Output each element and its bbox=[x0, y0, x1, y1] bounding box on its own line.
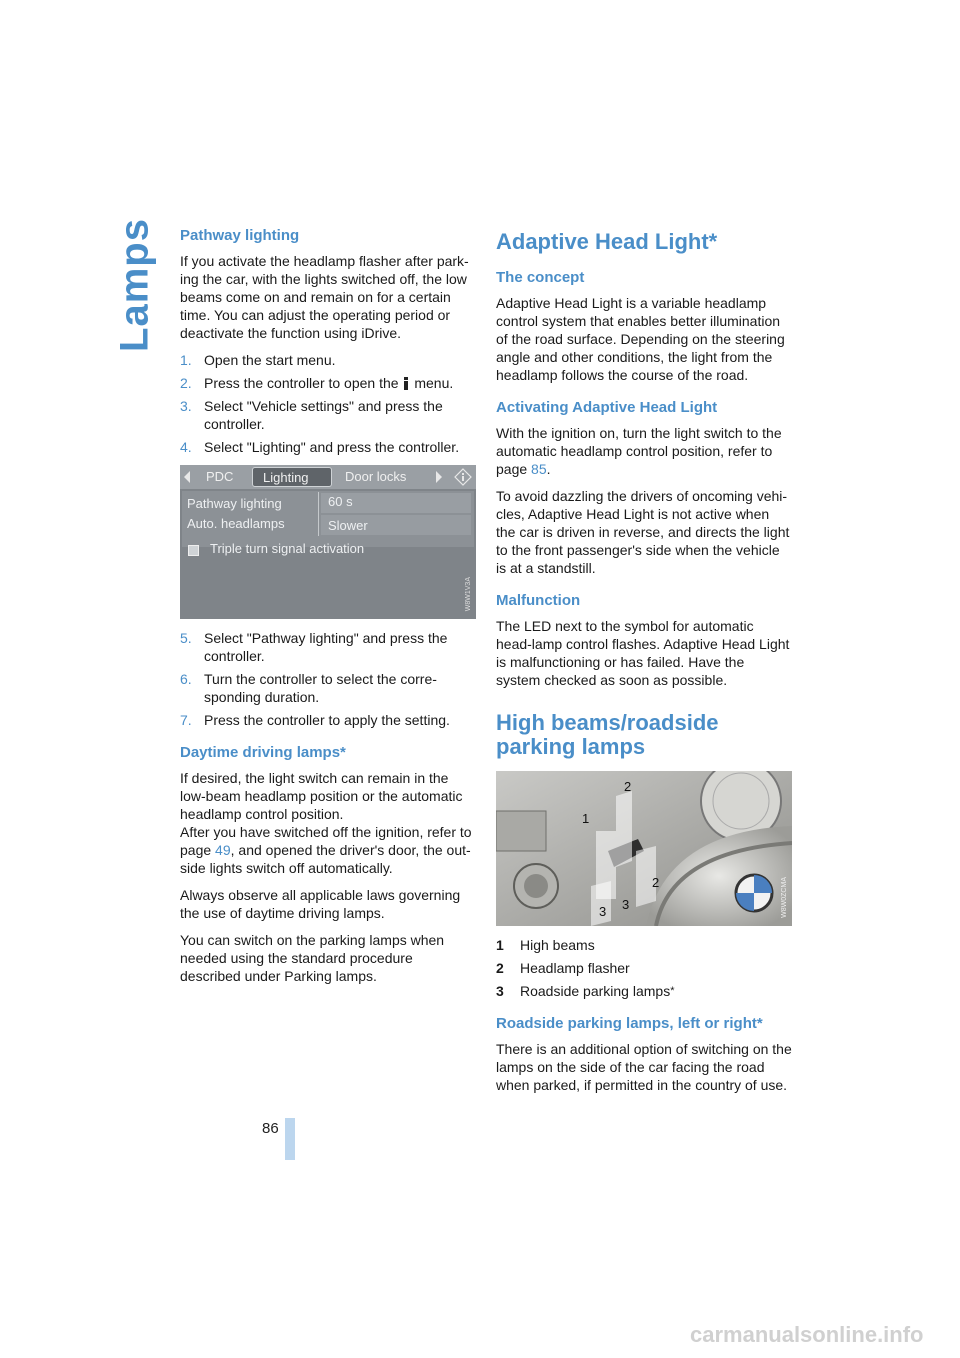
pathway-heading: Pathway lighting bbox=[180, 227, 300, 244]
section-title: Lamps bbox=[112, 218, 157, 352]
callout-label: 2 bbox=[624, 779, 632, 794]
menu-row-triple-turn-signal: Triple turn signal activation bbox=[210, 541, 365, 556]
steering-stalk-illustration bbox=[496, 771, 792, 926]
list-item: 6. Turn the controller to select the corre-sponding duration. bbox=[180, 671, 437, 705]
page-number: 86 bbox=[262, 1120, 279, 1137]
callout-label: 3 bbox=[622, 897, 630, 912]
screen-tab-bar bbox=[180, 465, 476, 489]
menu-row-pathway-lighting: Pathway lighting bbox=[187, 496, 282, 511]
page-link[interactable]: 49 bbox=[215, 842, 231, 858]
left-column bbox=[180, 226, 476, 994]
page-link[interactable]: 85 bbox=[531, 461, 547, 477]
tab-door-locks: Door locks bbox=[345, 469, 407, 484]
list-item: 2. Press the controller to open the menu. bbox=[180, 375, 454, 391]
legend-item: 2 Headlamp flasher bbox=[496, 960, 630, 976]
right-column bbox=[496, 226, 792, 1103]
activating-p1: With the ignition on, turn the light switch to the automatic headlamp control position, refer to page 85. bbox=[496, 425, 782, 477]
figure-code: W8W0ZCMA bbox=[781, 877, 788, 918]
menu-value-pathway-lighting: 60 s bbox=[328, 494, 353, 509]
pathway-steps-b bbox=[180, 629, 476, 729]
activating-heading: Activating Adaptive Head Light bbox=[496, 399, 718, 416]
daytime-p2: Always observe all applicable laws governing the use of daytime driving lamps. bbox=[180, 887, 461, 921]
pathway-steps-a bbox=[180, 351, 476, 456]
list-item: 1. Open the start menu. bbox=[180, 352, 336, 368]
info-icon bbox=[454, 468, 472, 486]
pathway-intro: If you activate the headlamp flasher after park-ing the car, with the lights switched off, the low beams come on and remain on for a certain time. You can adjust the operating period or deactivate the function using iDrive. bbox=[180, 253, 469, 341]
daytime-heading: Daytime driving lamps* bbox=[180, 744, 346, 761]
activating-p2: To avoid dazzling the drivers of oncoming vehi-cles, Adaptive Head Light is not active when the car is driven in reverse, and directs the light to the front passenger's side when the vehicle is at a standstill. bbox=[496, 488, 790, 576]
legend-item: 1 High beams bbox=[496, 937, 595, 953]
checkbox-icon bbox=[188, 545, 199, 556]
concept-text: Adaptive Head Light is a variable headlamp control system that enables better illumination of the road surface. Depending on the steering angle and other conditions, the light from the headlamp follows the course of the road. bbox=[496, 295, 785, 383]
callout-label: 3 bbox=[599, 904, 607, 919]
callout-label: 1 bbox=[582, 811, 590, 826]
daytime-p3: You can switch on the parking lamps when needed using the standard procedure described under Parking lamps. bbox=[180, 932, 445, 984]
daytime-p1b: After you have switched off the ignition, refer to page 49, and opened the driver's door, the out-side lights switch off automatically. bbox=[180, 824, 472, 876]
steering-stalk-photo bbox=[496, 771, 792, 926]
highbeams-title: High beams/roadside parking lamps bbox=[496, 710, 719, 759]
chevron-right-icon bbox=[435, 471, 443, 483]
tab-lighting: Lighting bbox=[252, 467, 332, 487]
callout-label: 2 bbox=[652, 875, 660, 890]
tab-pdc: PDC bbox=[206, 469, 234, 484]
figure-code: W8W1V3A bbox=[465, 576, 472, 611]
list-item: 3. Select "Vehicle settings" and press the controller. bbox=[180, 398, 443, 432]
watermark: carmanualsonline.info bbox=[690, 1322, 924, 1347]
malfunction-text: The LED next to the symbol for automatic head-lamp control flashes. Adaptive Head Light is malfunctioning or has failed. Have the system checked as soon as possible. bbox=[496, 618, 790, 688]
malfunction-heading: Malfunction bbox=[496, 592, 581, 609]
idrive-lighting-screen bbox=[180, 465, 476, 619]
chevron-left-icon bbox=[183, 471, 191, 483]
menu-value-auto-headlamps: Slower bbox=[328, 518, 368, 533]
legend-item: 3 Roadside parking lamps* bbox=[496, 983, 675, 999]
page-marker-bar bbox=[285, 1118, 295, 1160]
ahl-title: Adaptive Head Light* bbox=[496, 229, 718, 254]
roadside-text: There is an additional option of switching on the lamps on the side of the car facing the road when parked, if permitted in the country of use. bbox=[496, 1041, 792, 1093]
list-item: 4. Select "Lighting" and press the controller. bbox=[180, 439, 460, 455]
menu-row-auto-headlamps: Auto. headlamps bbox=[187, 516, 285, 531]
roadside-heading: Roadside parking lamps, left or right* bbox=[496, 1015, 763, 1032]
divider bbox=[318, 492, 319, 536]
list-item: 5. Select "Pathway lighting" and press the controller. bbox=[180, 630, 448, 664]
daytime-p1: If desired, the light switch can remain in the low-beam headlamp position or the automatic headlamp control position. bbox=[180, 770, 463, 822]
list-item: 7. Press the controller to apply the setting. bbox=[180, 712, 450, 728]
concept-heading: The concept bbox=[496, 269, 585, 286]
